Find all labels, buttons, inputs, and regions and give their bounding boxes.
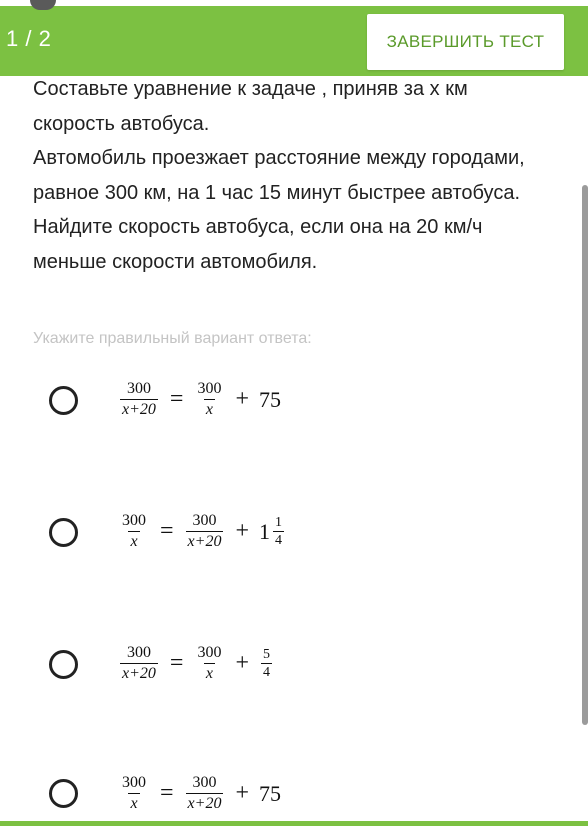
denominator: x: [130, 795, 138, 812]
radio-button[interactable]: [49, 650, 78, 679]
bottom-accent-line: [0, 821, 588, 826]
answer-option[interactable]: [0, 512, 570, 572]
numerator: 300: [126, 644, 151, 661]
denominator: x+20: [187, 795, 222, 812]
option-formula: [118, 512, 286, 551]
radio-button[interactable]: [49, 779, 78, 808]
equals-sign: =: [169, 386, 184, 412]
top-bar: [0, 6, 588, 76]
plus-sign: +: [235, 518, 249, 544]
numerator: 300: [192, 774, 217, 791]
fraction: [120, 644, 158, 683]
equals-sign: =: [169, 650, 184, 676]
notch-icon: [30, 0, 56, 10]
numerator: 300: [126, 380, 151, 397]
numerator: 5: [263, 647, 270, 662]
question-counter: 1 / 2: [6, 26, 52, 51]
fraction: [195, 644, 223, 683]
constant-term: 75: [259, 386, 281, 412]
numerator: 300: [197, 644, 222, 661]
fraction: [120, 774, 148, 813]
radio-button[interactable]: [49, 386, 78, 415]
finish-test-button[interactable]: ЗАВЕРШИТЬ ТЕСТ: [367, 14, 564, 70]
numerator: 300: [122, 774, 146, 791]
mixed-number-whole: 1: [259, 518, 270, 544]
denominator: 4: [263, 665, 270, 680]
fraction: [273, 515, 284, 548]
equals-sign: =: [160, 518, 174, 544]
fraction: [186, 512, 224, 551]
plus-sign: +: [235, 780, 249, 806]
denominator: x: [205, 665, 213, 682]
denominator: x+20: [122, 665, 156, 682]
plus-sign: +: [235, 650, 249, 676]
fraction: [120, 380, 158, 419]
constant-term: 75: [259, 780, 281, 806]
answer-option[interactable]: [0, 380, 570, 440]
answer-hint: Укажите правильный вариант ответа:: [33, 330, 312, 347]
fraction: [195, 380, 223, 419]
denominator: x+20: [122, 401, 156, 418]
denominator: x: [130, 533, 138, 550]
answer-option[interactable]: [0, 644, 570, 704]
scrollbar-thumb[interactable]: [582, 185, 588, 725]
option-formula: [118, 774, 281, 813]
denominator: 4: [275, 533, 282, 548]
denominator: x+20: [187, 533, 222, 550]
question-problem: Автомобиль проезжает расстояние между городами, равное 300 км, на 1 час 15 минут быстрее автобуса. Найдите скорость автобуса, если она на 20 км/ч меньше скорости автомобиля.: [33, 147, 525, 273]
fraction: [120, 512, 148, 551]
equals-sign: =: [160, 780, 174, 806]
option-formula: [118, 644, 274, 683]
denominator: x: [205, 401, 213, 418]
numerator: 1: [275, 515, 282, 530]
numerator: 300: [122, 512, 146, 529]
plus-sign: +: [235, 386, 249, 412]
numerator: 300: [197, 380, 222, 397]
fraction: [186, 774, 224, 813]
option-formula: [118, 380, 281, 419]
answer-option[interactable]: [0, 774, 570, 826]
fraction: [261, 647, 272, 680]
numerator: 300: [192, 512, 217, 529]
question-text: [33, 72, 553, 279]
question-instruction: Составьте уравнение к задаче , приняв за х км скорость автобуса.: [33, 78, 468, 135]
radio-button[interactable]: [49, 518, 78, 547]
